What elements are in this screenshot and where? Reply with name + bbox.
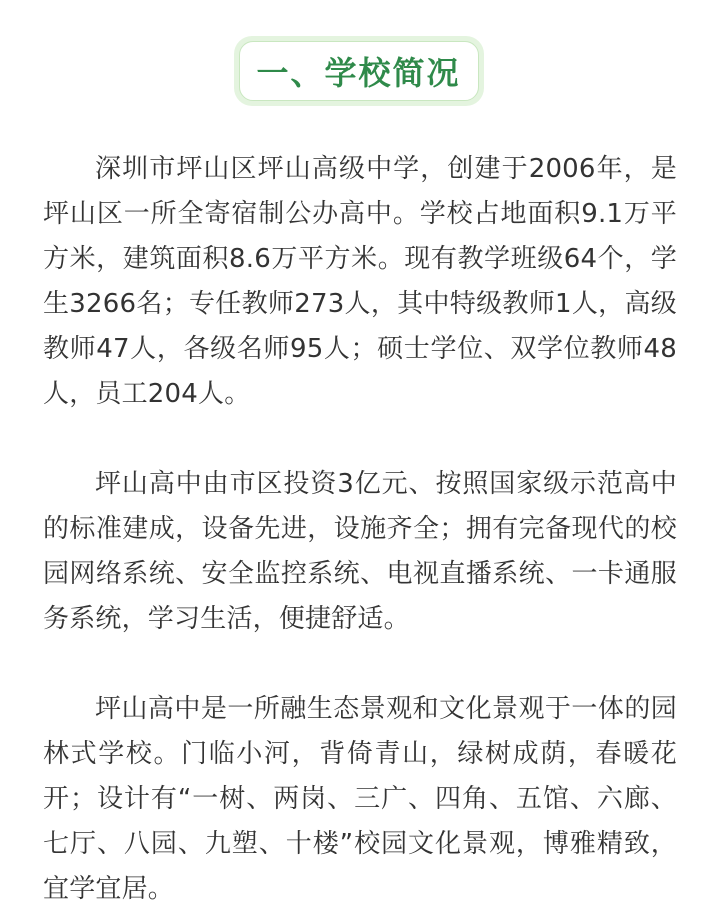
section-title: 一、学校简况 bbox=[256, 54, 461, 92]
section-title-badge bbox=[234, 36, 484, 106]
paragraph-overview: 深圳市坪山区坪山高级中学，创建于2006年，是坪山区一所全寄宿制公办高中。学校占地面积9.1万平方米，建筑面积8.6万平方米。现有教学班级64个，学生3266名；专任教师273人，其中特级教师1人，高级教师47人，各级名师95人；硕士学位、双学位教师48人，员工204人。 bbox=[43, 154, 677, 409]
paragraph-facilities: 坪山高中由市区投资3亿元、按照国家级示范高中的标准建成，设备先进，设施齐全；拥有完备现代的校园网络系统、安全监控系统、电视直播系统、一卡通服务系统，学习生活，便捷舒适。 bbox=[43, 469, 677, 634]
paragraph-campus-landscape: 坪山高中是一所融生态景观和文化景观于一体的园林式学校。门临小河，背倚青山，绿树成荫，春暖花开；设计有“一树、两岗、三广、四角、五馆、六廊、七厅、八园、九塑、十楼”校园文化景观，博雅精致，宜学宜居。 bbox=[43, 694, 677, 904]
section-header bbox=[0, 36, 717, 106]
article-body bbox=[43, 147, 677, 912]
section-title-frame bbox=[239, 41, 479, 101]
